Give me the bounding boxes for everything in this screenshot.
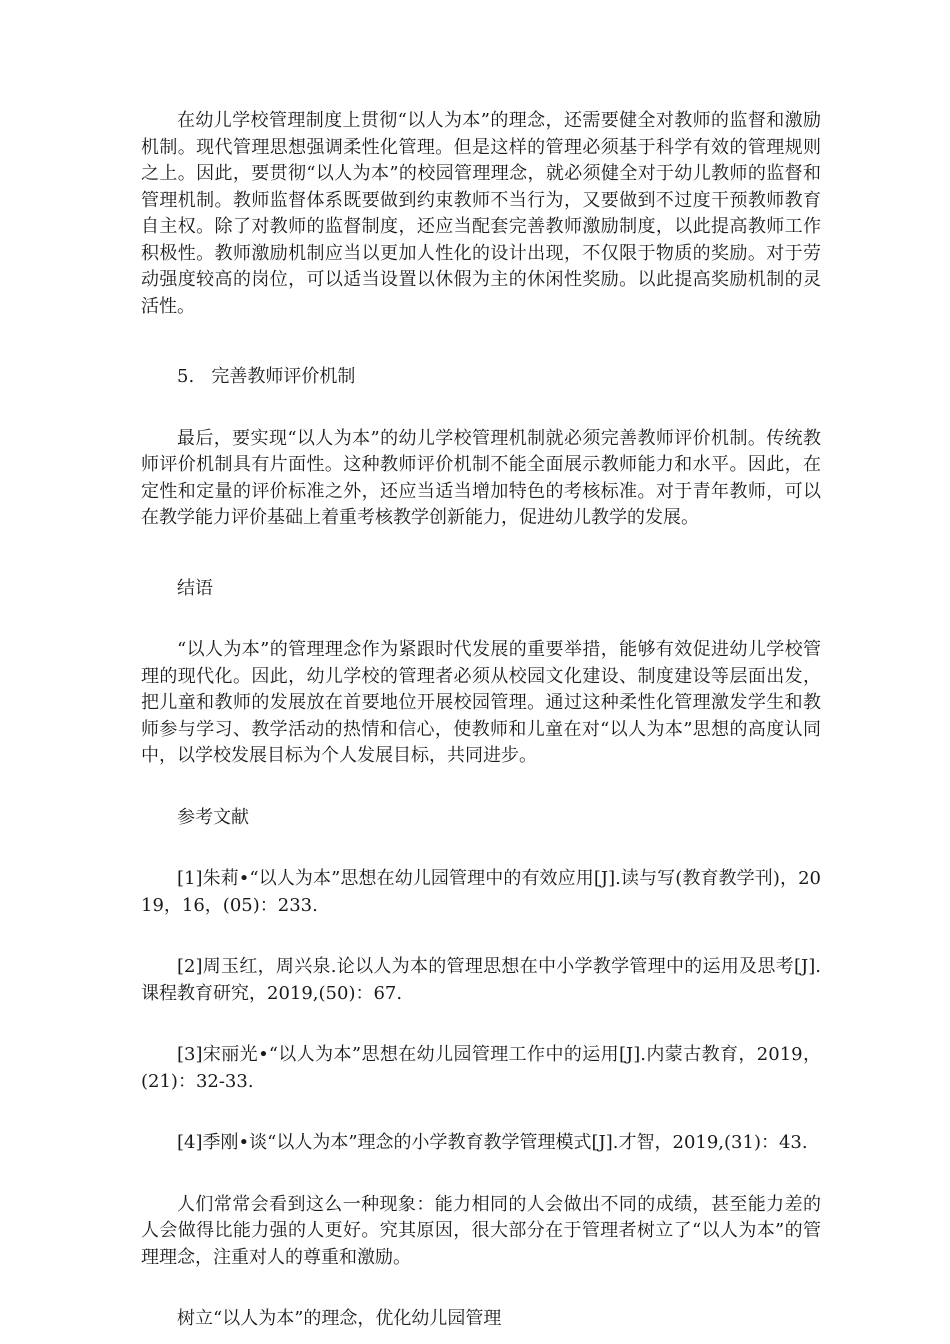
section-heading-conclusion: 结语: [177, 577, 213, 599]
paragraph-phenomenon: 人们常常会看到这么一种现象：能力相同的人会做出不同的成绩，甚至能力差的人会做得比能力强的人更好。究其原因，很大部分在于管理者树立了“以人为本”的管理理念，注重对人的尊重和激励。: [141, 1193, 821, 1268]
reference-item: [4]季刚•谈“以人为本”理念的小学教育教学管理模式[J].才智，2019,(31)：43.: [177, 1132, 808, 1153]
section-heading-final: 树立“以人为本”的理念，优化幼儿园管理: [177, 1308, 502, 1329]
paragraph-conclusion: “以人为本”的管理理念作为紧跟时代发展的重要举措，能够有效促进幼儿学校管理的现代化。因此，幼儿学校的管理者必须从校园文化建设、制度建设等层面出发，把儿童和教师的发展放在首要地位开展校园管理。通过这种柔性化管理激发学生和教师参与学习、教学活动的热情和信心，使教师和儿童在对“以人为本”思想的高度认同中，以学校发展目标为个人发展目标，共同进步。: [141, 639, 821, 766]
document-page: [141, 108, 821, 1333]
section-heading-references: 参考文献: [177, 806, 249, 828]
reference-item: [1]朱莉•“以人为本”思想在幼儿园管理中的有效应用[J].读与写(教育教学刊)，2019，16，(05)：233.: [141, 868, 821, 916]
reference-item: [3]宋丽光•“以人为本”思想在幼儿园管理工作中的运用[J].内蒙古教育，2019，(21)：32-33.: [141, 1044, 821, 1092]
paragraph-teacher-evaluation: 最后，要实现“以人为本”的幼儿学校管理机制就必须完善教师评价机制。传统教师评价机制具有片面性。这种教师评价机制不能全面展示教师能力和水平。因此，在定性和定量的评价标准之外，还应当适当增加特色的考核标准。对于青年教师，可以在教学能力评价基础上着重考核教学创新能力，促进幼儿教学的发展。: [141, 427, 821, 528]
reference-item: [2]周玉红，周兴泉.论以人为本的管理思想在中小学教学管理中的运用及思考[J].课程教育研究，2019,(50)：67.: [141, 956, 821, 1004]
paragraph-teacher-supervision: 在幼儿学校管理制度上贯彻“以人为本”的理念，还需要健全对教师的监督和激励机制。现代管理思想强调柔性化管理。但是这样的管理必须基于科学有效的管理规则之上。因此，要贯彻“以人为本”的校园管理理念，就必须健全对于幼儿教师的监督和管理机制。教师监督体系既要做到约束教师不当行为，又要做到不过度干预教师教育自主权。除了对教师的监督制度，还应当配套完善教师激励制度，以此提高教师工作积极性。教师激励机制应当以更加人性化的设计出现，不仅限于物质的奖励。对于劳动强度较高的岗位，可以适当设置以休假为主的休闲性奖励。以此提高奖励机制的灵活性。: [141, 110, 821, 317]
section-heading-evaluation: 5. 完善教师评价机制: [177, 366, 356, 387]
